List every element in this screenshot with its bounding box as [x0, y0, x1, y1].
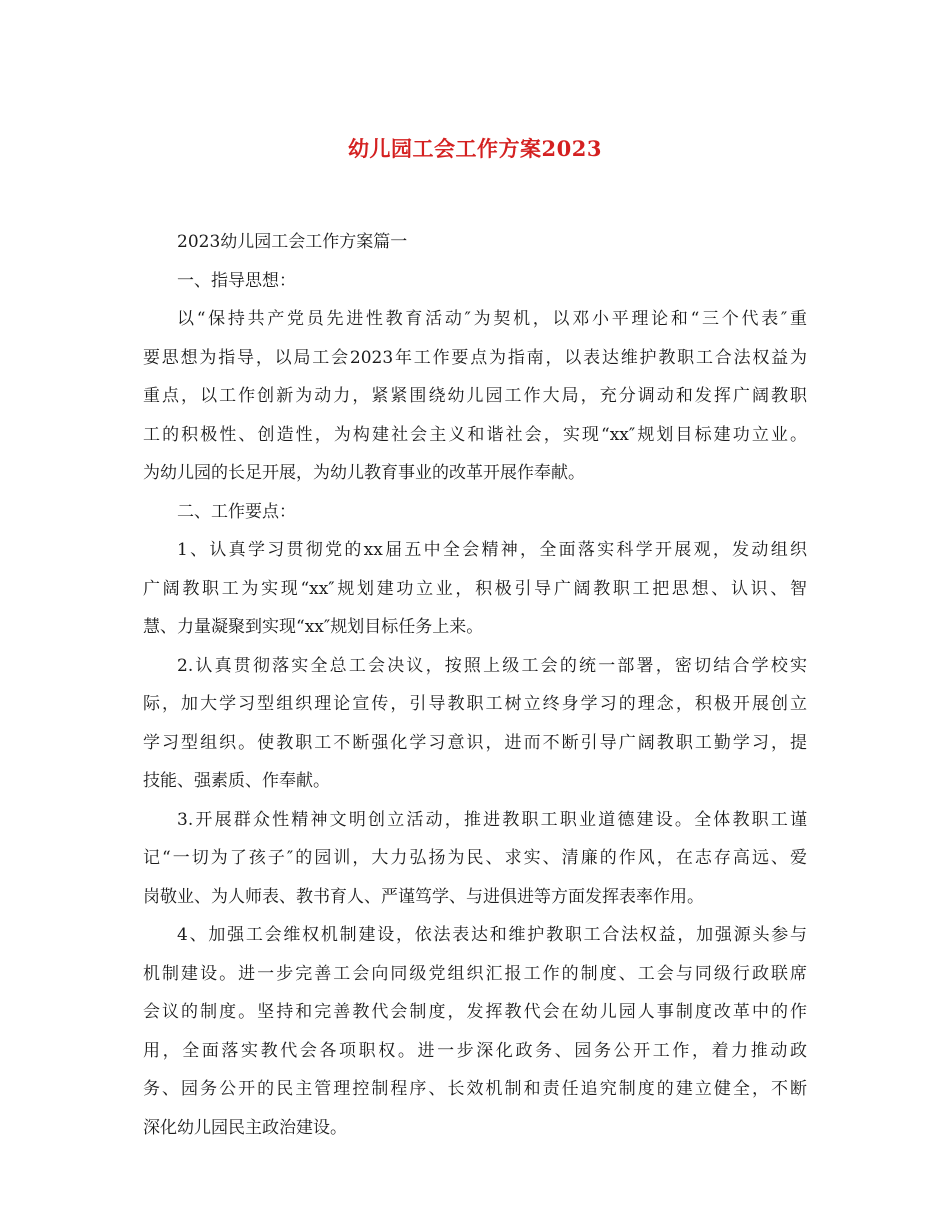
- paragraph-line: 深化幼儿园民主政治建设。: [143, 1117, 347, 1138]
- paragraph-line: 际，加大学习型组织理论宣传，引导教职工树立终身学习的理念，积极开展创立: [143, 694, 807, 714]
- paragraph-line: 会议的制度。坚持和完善教代会制度，发挥教代会在幼儿园人事制度改革中的作: [143, 1002, 807, 1022]
- document-title: 幼儿园工会工作方案2023: [348, 136, 602, 161]
- subsection-heading: 二、工作要点：: [177, 501, 296, 522]
- document-body: [143, 223, 807, 1147]
- paragraph-line: 要思想为指导，以局工会2023年工作要点为指南，以表达维护教职工合法权益为: [143, 347, 807, 368]
- paragraph-line: 机制建设。进一步完善工会向同级党组织汇报工作的制度、工会与同级行政联席: [143, 963, 807, 984]
- paragraph-line: 以“保持共产党员先进性教育活动″为契机，以邓小平理论和“三个代表″重: [177, 309, 807, 329]
- paragraph-line: 岗敬业、为人师表、教书育人、严谨笃学、与进俱进等方面发挥表率作用。: [143, 886, 704, 907]
- subsection-heading: 一、指导思想：: [177, 270, 296, 291]
- section-heading: 2023幼儿园工会工作方案篇一: [177, 232, 408, 252]
- paragraph-line: 4、加强工会维权机制建设，依法表达和维护教职工合法权益，加强源头参与: [177, 925, 807, 945]
- paragraph-line: 学习型组织。使教职工不断强化学习意识，进而不断引导广阔教职工勤学习，提: [143, 732, 807, 753]
- paragraph-line: 3.开展群众性精神文明创立活动，推进教职工职业道德建设。全体教职工谨: [177, 809, 807, 830]
- paragraph-line: 工的积极性、创造性，为构建社会主义和谐社会，实现“xx″规划目标建功立业。: [143, 424, 807, 445]
- paragraph-line: 记“一切为了孩子″的园训，大力弘扬为民、求实、清廉的作风，在志存高远、爱: [143, 848, 807, 868]
- paragraph-line: 用，全面落实教代会各项职权。进一步深化政务、园务公开工作，着力推动政: [143, 1040, 807, 1061]
- paragraph-line: 1、认真学习贯彻党的xx届五中全会精神，全面落实科学开展观，发动组织: [177, 540, 807, 560]
- paragraph-line: 务、园务公开的民主管理控制程序、长效机制和责任追究制度的建立健全，不断: [143, 1079, 807, 1099]
- paragraph-line: 重点，以工作创新为动力，紧紧围绕幼儿园工作大局，充分调动和发挥广阔教职: [143, 386, 807, 406]
- paragraph-line: 广阔教职工为实现“xx″规划建功立业，积极引导广阔教职工把思想、认识、智: [143, 578, 807, 599]
- paragraph-line: 为幼儿园的长足开展，为幼儿教育事业的改革开展作奉献。: [143, 463, 585, 483]
- paragraph-line: 技能、强素质、作奉献。: [143, 771, 330, 791]
- paragraph-line: 慧、力量凝聚到实现“xx″规划目标任务上来。: [143, 617, 484, 637]
- paragraph-line: 2.认真贯彻落实全总工会决议，按照上级工会的统一部署，密切结合学校实: [177, 655, 807, 676]
